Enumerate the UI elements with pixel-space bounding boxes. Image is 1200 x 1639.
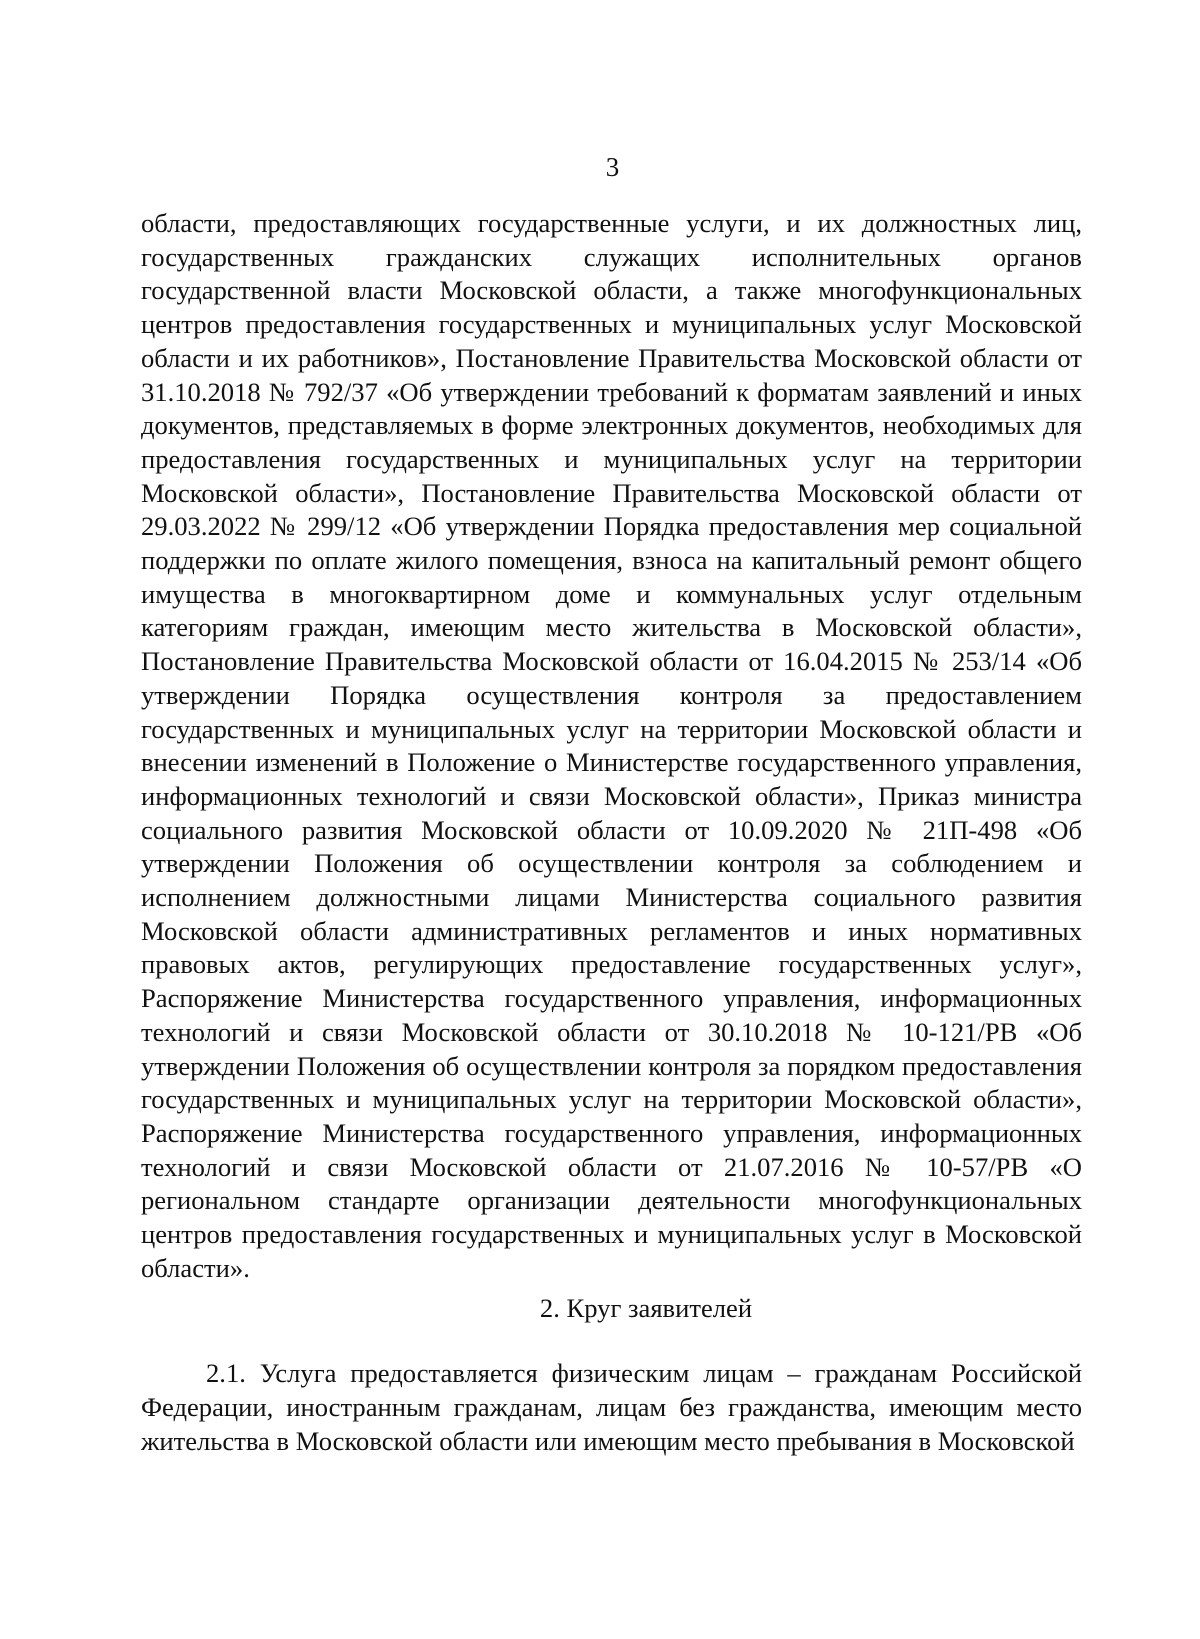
- section-text: [141, 1356, 1082, 1458]
- page-number: 3: [605, 152, 620, 182]
- paragraph-2-1: 2.1. Услуга предоставляется физическим лицам – гражданам Российской Федерации, иностранным гражданам, лицам без гражданства, имеющим место жительства в Московской области или имеющим место пребывания в Московской: [141, 1358, 1082, 1456]
- paragraph-continuation: области, предоставляющих государственные услуги, и их должностных лиц, государственных гражданских служащих исполнительных органов государственной власти Московской области, а также многофункциональных центров предоставления государственных и муниципальных услуг Московской области и их работников», Постановление Правительства Московской области от 31.10.2018 № 792/37 «Об утверждении требований к форматам заявлений и иных документов, представляемых в форме электронных документов, необходимых для предоставления государственных и муниципальных услуг на территории Московской области», Постановление Правительства Московской области от 29.03.2022 № 299/12 «Об утверждении Порядка предоставления мер социальной поддержки по оплате жилого помещения, взноса на капитальный ремонт общего имущества в многоквартирном доме и коммунальных услуг отдельным категориям граждан, имеющим место жительства в Московской области», Постановление Правительства Московской области от 16.04.2015 № 253/14 «Об утверждении Порядка осуществления контроля за предоставлением государственных и муниципальных услуг на территории Московской области и внесении изменений в Положение о Министерстве государственного управления, информационных технологий и связи Московской области», Приказ министра социального развития Московской области от 10.09.2020 № 21П-498 «Об утверждении Положения об осуществлении контроля за соблюдением и исполнением должностными лицами Министерства социального развития Московской области административных регламентов и иных нормативных правовых актов, регулирующих предоставление государственных услуг», Распоряжение Министерства государственного управления, информационных технологий и связи Московской области от 30.10.2018 № 10-121/РВ «Об утверждении Положения об осуществлении контроля за порядком предоставления государственных и муниципальных услуг на территории Московской области», Распоряжение Министерства государственного управления, информационных технологий и связи Московской области от 21.07.2016 № 10-57/РВ «О региональном стандарте организации деятельности многофункциональных центров предоставления государственных и муниципальных услуг в Московской области».: [141, 208, 1082, 1283]
- body-text: [141, 207, 1082, 1286]
- section-heading: 2. Круг заявителей: [539, 1293, 753, 1323]
